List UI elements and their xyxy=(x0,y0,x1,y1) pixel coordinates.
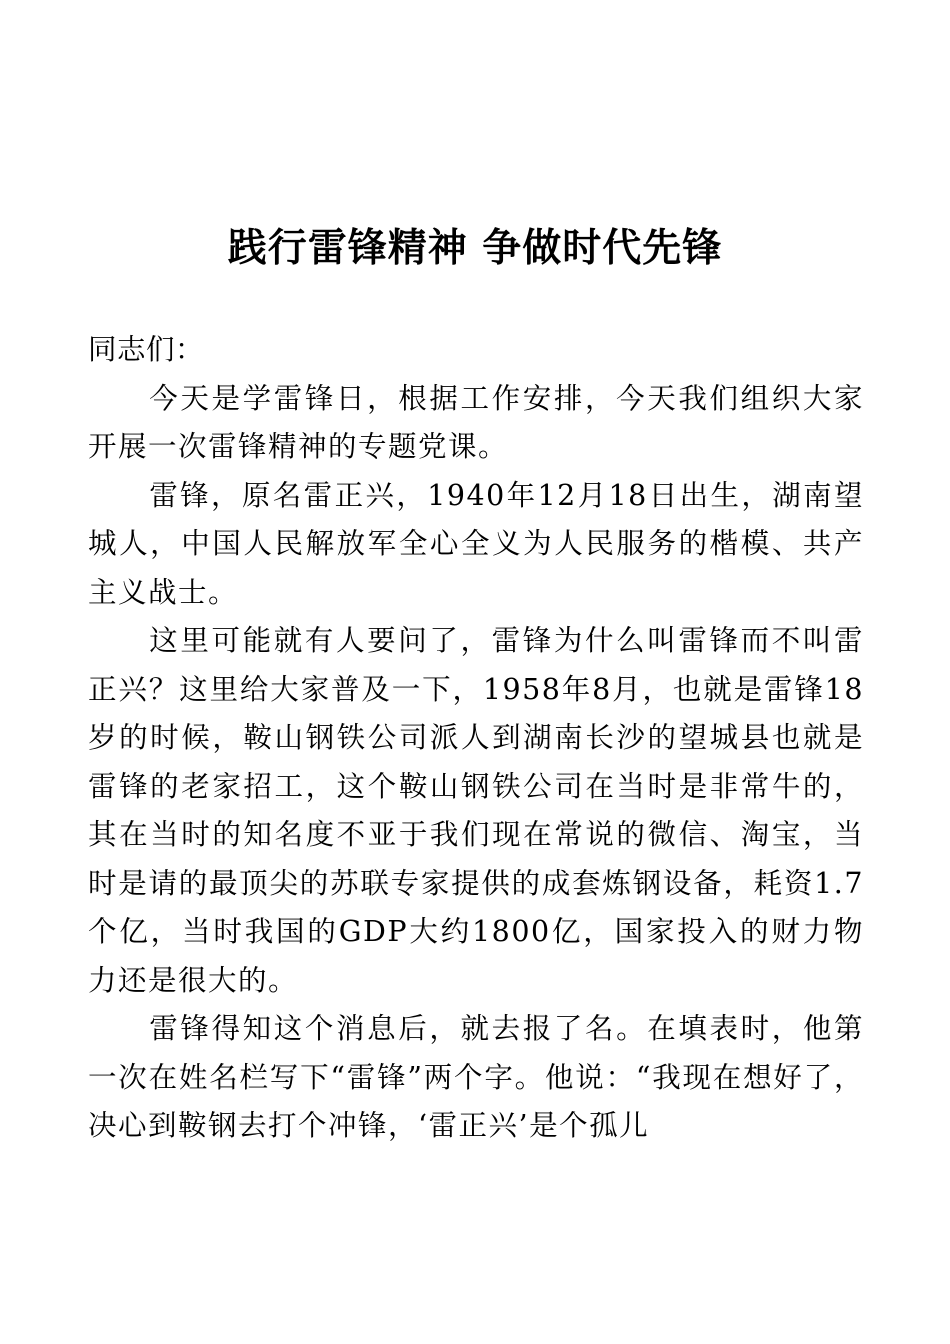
document-title: 践行雷锋精神 争做时代先锋 xyxy=(227,225,723,271)
paragraph-2: 雷锋，原名雷正兴，1940年12月18日出生，湖南望城人，中国人民解放军全心全义为人民服务的楷模、共产主义战士。 xyxy=(88,478,864,609)
paragraph-4: 雷锋得知这个消息后，就去报了名。在填表时，他第一次在姓名栏写下“雷锋”两个字。他说：“我现在想好了，决心到鞍钢去打个冲锋，‘雷正兴’是个孤儿 xyxy=(88,1012,864,1142)
paragraph-3: 这里可能就有人要问了，雷锋为什么叫雷锋而不叫雷正兴？这里给大家普及一下，1958年8月，也就是雷锋18岁的时候，鞍山钢铁公司派人到湖南长沙的望城县也就是雷锋的老家招工，这个鞍山钢铁公司在当时是非常牛的，其在当时的知名度不亚于我们现在常说的微信、淘宝，当时是请的最顶尖的苏联专家提供的成套炼钢设备，耗资1.7个亿，当时我国的GDP大约1800亿，国家投入的财力物力还是很大的。 xyxy=(88,624,864,997)
paragraph-1: 今天是学雷锋日，根据工作安排，今天我们组织大家开展一次雷锋精神的专题党课。 xyxy=(88,381,864,463)
document-body xyxy=(88,326,864,1151)
salutation: 同志们： xyxy=(88,333,205,366)
